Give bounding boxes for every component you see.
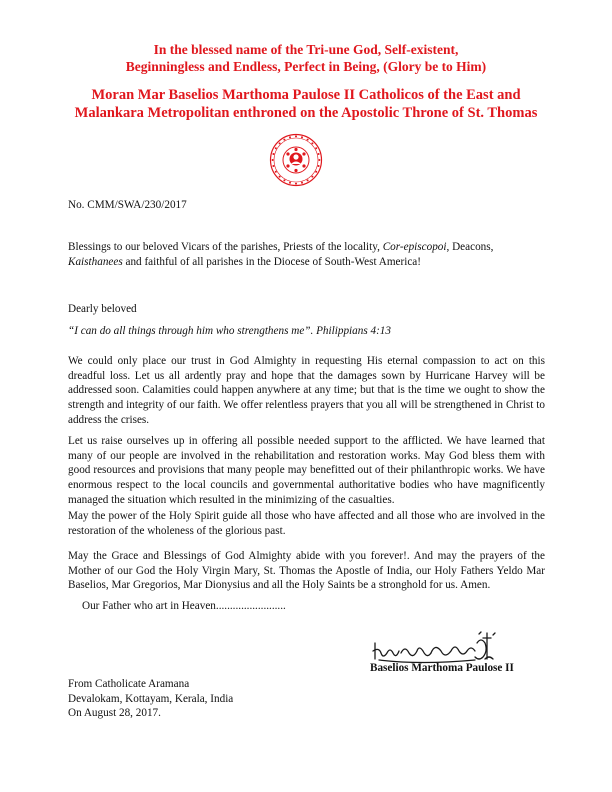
blessing-text-3: and faithful of all parishes in the Diocese of South-West America! [122, 255, 421, 268]
reference-number: No. CMM/SWA/230/2017 [68, 199, 187, 211]
title-line-2: Malankara Metropolitan enthroned on the Apostolic Throne of St. Thomas [74, 105, 538, 121]
blessing-italic-1: Cor-episcopoi [382, 241, 447, 253]
our-father-line: Our Father who art in Heaven......................... [82, 600, 286, 612]
invocation-header [0, 41, 612, 75]
from-line-3: On August 28, 2017. [68, 707, 161, 720]
blessing-paragraph [68, 240, 545, 269]
body-paragraph-3: May the power of the Holy Spirit guide all those who have affected and all those who are involved in the restoration of the wholeness of the glorious past. [68, 510, 545, 537]
signatory-name: Baselios Marthoma Paulose II [370, 662, 514, 674]
from-block [68, 677, 545, 721]
title-header [0, 86, 612, 122]
catholicate-seal-icon [269, 133, 323, 187]
invocation-line-2: Beginningless and Endless, Perfect in Being, (Glory be to Him) [125, 59, 487, 74]
blessing-text-1: Blessings to our beloved Vicars of the parishes, Priests of the locality, [68, 241, 383, 253]
title-line-1: Moran Mar Baselios Marthoma Paulose II Catholicos of the East and [91, 87, 521, 103]
from-line-1: From Catholicate Aramana [68, 678, 190, 690]
body-paragraph-4: May the Grace and Blessings of God Almighty abide with you forever!. And may the prayers of the Mother of our God the Holy Virgin Mary, St. Thomas the Apostle of India, our Holy Fathers Yeldo Mar Baselios, Mar Gregorios, Mar Dionysius and all the Holy Saints be a stronghold for us. Amen. [68, 550, 545, 592]
blessing-italic-2: Kaisthanees [68, 255, 123, 268]
from-line-2: Devalokam, Kottayam, Kerala, India [68, 692, 234, 705]
greeting: Dearly beloved [68, 303, 137, 315]
blessing-text-2: , Deacons, [446, 241, 494, 253]
body-paragraph-2: Let us raise ourselves up in offering all possible needed support to the afflicted. We have learned that many of our people are involved in the rehabilitation and restoration works. May God bless them with good resources and provisions that many people may benefitted out of their philanthropic works. We have enormous respect to the local councils and governmental authoritative bodies who have magnificently managed the situation which resulted in the minimizing of the casualties. [68, 435, 545, 506]
body-paragraph-1: We could only place our trust in God Almighty in requesting His eternal compassion to act on this dreadful loss. Let us all ardently pray and hope that the damages sown by Hurricane Harvey will be addressed soon. Calamities could happen anywhere at any time; but that is the time we ought to show the strength and integrity of our faith. We offer relentless prayers that you all will be strengthened in Christ to address the crises. [68, 355, 545, 426]
invocation-line-1: In the blessed name of the Tri-une God, Self-existent, [153, 42, 459, 57]
scripture-verse: “I can do all things through him who strengthens me”. Philippians 4:13 [68, 325, 391, 337]
